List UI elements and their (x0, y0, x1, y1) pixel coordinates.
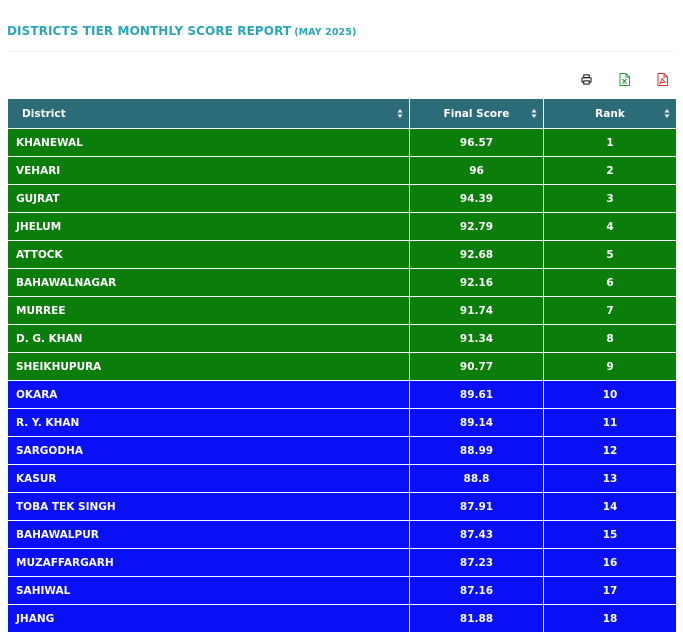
report-period: (MAY 2025) (294, 27, 357, 38)
district-cell: JHELUM (8, 213, 410, 241)
print-icon (581, 74, 592, 85)
district-cell: OKARA (8, 381, 410, 409)
rank-cell: 4 (544, 213, 677, 241)
final-score-cell: 89.61 (410, 381, 544, 409)
rank-cell: 6 (544, 269, 677, 297)
district-cell: ATTOCK (8, 241, 410, 269)
district-cell: KASUR (8, 465, 410, 493)
district-cell: D. G. KHAN (8, 325, 410, 353)
sort-icon[interactable] (397, 108, 403, 119)
rank-cell: 10 (544, 381, 677, 409)
table-row (8, 353, 677, 381)
district-score-table (7, 98, 677, 633)
district-cell: SARGODHA (8, 437, 410, 465)
table-row (8, 297, 677, 325)
rank-cell: 1 (544, 129, 677, 157)
final-score-cell: 92.79 (410, 213, 544, 241)
final-score-cell: 91.34 (410, 325, 544, 353)
rank-cell: 11 (544, 409, 677, 437)
table-row (8, 549, 677, 577)
final-score-cell: 90.77 (410, 353, 544, 381)
table-row (8, 437, 677, 465)
final-score-cell: 88.8 (410, 465, 544, 493)
pdf-icon (657, 73, 668, 86)
rank-cell: 17 (544, 577, 677, 605)
export-excel-button[interactable] (617, 72, 631, 86)
district-cell: SAHIWAL (8, 577, 410, 605)
rank-cell: 15 (544, 521, 677, 549)
district-cell: JHANG (8, 605, 410, 633)
table-row (8, 381, 677, 409)
table-row (8, 325, 677, 353)
district-cell: GUJRAT (8, 185, 410, 213)
final-score-cell: 96.57 (410, 129, 544, 157)
table-row (8, 157, 677, 185)
final-score-cell: 94.39 (410, 185, 544, 213)
table-row (8, 521, 677, 549)
rank-cell: 14 (544, 493, 677, 521)
final-score-cell: 89.14 (410, 409, 544, 437)
final-score-cell: 87.43 (410, 521, 544, 549)
column-header-label: Final Score (443, 107, 510, 120)
table-row (8, 409, 677, 437)
export-pdf-button[interactable] (655, 72, 669, 86)
final-score-cell: 91.74 (410, 297, 544, 325)
final-score-cell: 81.88 (410, 605, 544, 633)
column-header-rank[interactable] (544, 99, 677, 129)
sort-icon[interactable] (531, 108, 537, 119)
excel-icon (619, 73, 630, 86)
table-row (8, 185, 677, 213)
table-row (8, 269, 677, 297)
rank-cell: 8 (544, 325, 677, 353)
rank-cell: 7 (544, 297, 677, 325)
final-score-cell: 87.23 (410, 549, 544, 577)
rank-cell: 13 (544, 465, 677, 493)
district-cell: KHANEWAL (8, 129, 410, 157)
rank-cell: 18 (544, 605, 677, 633)
district-cell: VEHARI (8, 157, 410, 185)
export-toolbar (579, 72, 669, 86)
district-cell: SHEIKHUPURA (8, 353, 410, 381)
district-cell: BAHAWALPUR (8, 521, 410, 549)
district-cell: R. Y. KHAN (8, 409, 410, 437)
rank-cell: 16 (544, 549, 677, 577)
column-header-final-score[interactable] (410, 99, 544, 129)
district-cell: TOBA TEK SINGH (8, 493, 410, 521)
table-row (8, 129, 677, 157)
final-score-cell: 92.16 (410, 269, 544, 297)
final-score-cell: 88.99 (410, 437, 544, 465)
rank-cell: 3 (544, 185, 677, 213)
rank-cell: 12 (544, 437, 677, 465)
table-body (8, 129, 677, 633)
final-score-cell: 87.91 (410, 493, 544, 521)
rank-cell: 5 (544, 241, 677, 269)
table-row (8, 493, 677, 521)
final-score-cell: 96 (410, 157, 544, 185)
column-header-district[interactable] (8, 99, 410, 129)
sort-icon[interactable] (664, 108, 670, 119)
district-cell: MURREE (8, 297, 410, 325)
rank-cell: 2 (544, 157, 677, 185)
page-title (7, 24, 356, 38)
district-cell: MUZAFFARGARH (8, 549, 410, 577)
rank-cell: 9 (544, 353, 677, 381)
table-row (8, 213, 677, 241)
column-header-label: Rank (595, 107, 625, 120)
table-row (8, 577, 677, 605)
table-header-row (8, 99, 677, 129)
report-title: DISTRICTS TIER MONTHLY SCORE REPORT (7, 24, 292, 38)
column-header-label: District (22, 107, 66, 120)
title-divider (7, 51, 676, 52)
table-row (8, 465, 677, 493)
final-score-cell: 92.68 (410, 241, 544, 269)
final-score-cell: 87.16 (410, 577, 544, 605)
print-button[interactable] (579, 72, 593, 86)
table-row (8, 241, 677, 269)
district-cell: BAHAWALNAGAR (8, 269, 410, 297)
table-row (8, 605, 677, 633)
